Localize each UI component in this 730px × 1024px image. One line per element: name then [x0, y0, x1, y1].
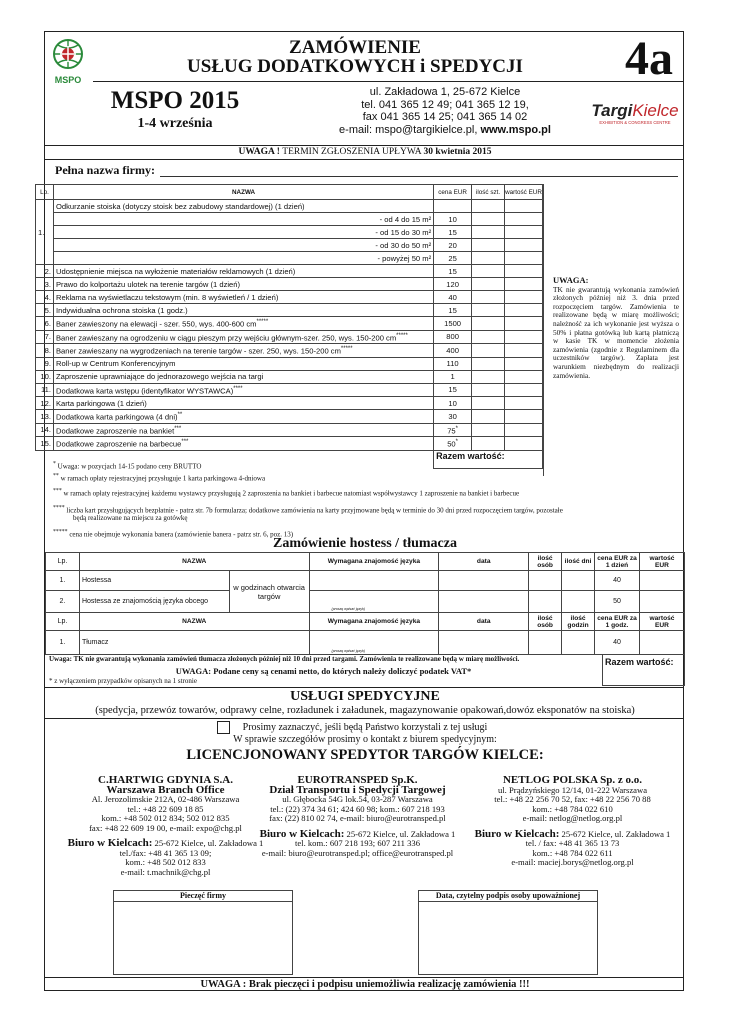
qty-cell[interactable]: [472, 291, 505, 304]
brand-targi: Targi: [591, 101, 633, 120]
qty-cell[interactable]: [472, 437, 505, 451]
qty-cell[interactable]: [472, 423, 505, 437]
value-cell[interactable]: [505, 278, 543, 291]
side-note-title: UWAGA:: [553, 275, 589, 285]
forwarder-company: NETLOG POLSKA Sp. z o.o. ul. Prądzyńskiego 12/14, 01-222 Warszawa tel.: +48 22 256 70 52, fax: +48 22 256 70 88 kom.: +48 784 022 610 e-mail: netlog@netlog.org.pl Biuro w Kielcach: 25-672 Kielce, ul. Zakładowa 1 tel. / fax: +48 41 365 13 73 kom.: +48 784 022 611 e-mail: maciej.borys@netlog.org.pl: [474, 774, 671, 867]
event-name: MSPO 2015: [110, 87, 240, 114]
qty-cell[interactable]: [472, 278, 505, 291]
qty-cell[interactable]: [472, 397, 505, 410]
footnote-2: ** w ramach opłaty rejestracyjnej przysługuje 1 karta parkingowa 4-dniowa: [53, 473, 266, 483]
footnote-1: * Uwaga: w pozycjach 14-15 podano ceny BRUTTO: [53, 461, 202, 471]
days-field[interactable]: [562, 571, 595, 591]
contact-block: [310, 86, 580, 136]
service-row: 13. Dodatkowa karta parkingowa (4 dni)** 30: [36, 410, 543, 424]
language-field[interactable]: (proszę wpisać język): [309, 591, 439, 613]
company-name-label: Pełna nazwa firmy:: [55, 163, 155, 177]
qty-cell[interactable]: [472, 317, 505, 331]
hostess-total: Razem wartość:: [602, 654, 685, 686]
value-cell[interactable]: [505, 330, 543, 344]
mspo-logo: [51, 38, 85, 84]
side-note: [553, 276, 679, 380]
value-cell[interactable]: [505, 239, 543, 252]
value-cell[interactable]: [505, 357, 543, 370]
event-dates: 1-4 września: [137, 116, 213, 131]
footnote-3: *** w ramach opłaty rejestracyjnej każdemu wystawcy przysługują 2 zaproszenia na bankiet i barbecue natomiast współwystawcy 1 zaproszenie na bankiet i barbecue: [53, 487, 520, 497]
service-row: 2. Udostępnienie miejsca na wyłożenie materiałów reklamowych (1 dzień) 15: [36, 265, 543, 278]
value-cell[interactable]: [505, 226, 543, 239]
brand-tagline: EXHIBITION & CONGRESS CENTRE: [599, 120, 671, 125]
form-number: 4a: [625, 32, 673, 85]
service-row: 11. Dodatkowa karta wstępu (identyfikator WYSTAWCA)**** 15: [36, 383, 543, 397]
value-cell[interactable]: [505, 410, 543, 424]
col-lp: Lp.: [36, 185, 54, 200]
shipping-title: USŁUGI SPEDYCYJNE: [290, 689, 440, 704]
col-value: wartość EUR: [505, 185, 543, 200]
service-row: 3. Prawo do kolportażu ulotek na terenie targów (1 dzień) 120: [36, 278, 543, 291]
contact-web[interactable]: www.mspo.pl: [480, 123, 551, 136]
date-field[interactable]: [439, 591, 529, 613]
side-note-text: TK nie gwarantują wykonania zamówień złożonych później niż 3. dnia przed rozpoczęciem targów. Zamówienia te realizowane będą w miarę możliwości; należność za ich wykonanie jest wyższa o 50% i płatna gotówką lub kartą płatniczą w kasie TK w momencie złożenia zamówienia (zgodnie z Regulaminem dla uczestników targów). Zapłata jest warunkiem niezbędnym do realizacji zamówienia.: [553, 284, 679, 380]
value-cell[interactable]: [505, 344, 543, 358]
services-total: Razem wartość:: [434, 450, 543, 468]
qty-cell[interactable]: [472, 344, 505, 358]
globe-icon: [52, 38, 84, 70]
col-name: NAZWA: [53, 185, 433, 200]
hostess-table: Lp. NAZWA Wymagana znajomość języka data ilość osób ilość dni cena EUR za 1 dzień wartość EUR 1. Hostessa w godzinach otwarcia targów 40 2. Hostessa ze znajomością języka obcego (proszę wpisać język) 50 Lp. NAZWA Wymagana znajomość języka data ilość osób ilość godzin cena EUR za 1 godz. wartość EUR 1. Tłumacz (proszę wpisać język) 40: [45, 552, 685, 655]
value-field[interactable]: [639, 571, 684, 591]
row-lp: 1.: [36, 200, 54, 265]
service-row: 5. Indywidualna ochrona stoiska (1 godz.) 15: [36, 304, 543, 317]
licensed-forwarder: LICENCJONOWANY SPEDYTOR TARGÓW KIELCE:: [186, 747, 544, 763]
deadline-notice: UWAGA ! TERMIN ZGŁOSZENIA UPŁYWA 30 kwietnia 2015: [238, 147, 492, 157]
value-cell[interactable]: [505, 265, 543, 278]
col-price: cena EUR: [434, 185, 472, 200]
contact-tel: tel. 041 365 12 49; 041 365 12 19,: [361, 98, 529, 111]
qty-cell[interactable]: [472, 226, 505, 239]
value-field[interactable]: [639, 591, 684, 613]
service-row: 8. Baner zawieszany na wygrodzeniach na terenie targów - szer. 250, wys. 150-200 cm***** 400: [36, 344, 543, 358]
service-row: 7. Baner zawieszany na ogrodzeniu w ciągu pieszym przy wejściu głównym-szer. 250, wys. 150-200 cm***** 800: [36, 330, 543, 344]
qty-cell[interactable]: [472, 304, 505, 317]
title-line2: USŁUG DODATKOWYCH i SPEDYCJI: [187, 56, 523, 77]
hours-text: w godzinach otwarcia targów: [229, 571, 309, 613]
service-row: 9. Roll-up w Centrum Konferencyjnym 110: [36, 357, 543, 370]
final-warning: UWAGA : Brak pieczęci i podpisu uniemożliwia realizację zamówienia !!!: [200, 979, 530, 990]
qty-cell[interactable]: [472, 357, 505, 370]
qty-cell[interactable]: [472, 410, 505, 424]
netto-note: * z wyłączeniem przypadków opisanych na 1 stronie: [49, 677, 197, 685]
qty-field[interactable]: [529, 591, 562, 613]
qty-cell[interactable]: [472, 265, 505, 278]
stamp-box[interactable]: [113, 890, 293, 975]
value-field[interactable]: [639, 631, 684, 655]
language-field[interactable]: (proszę wpisać język): [309, 631, 439, 655]
targi-kielce-logo: [590, 102, 680, 126]
date-field[interactable]: [439, 631, 529, 655]
value-cell[interactable]: [505, 370, 543, 383]
forwarder-company: EUROTRANSPED Sp.K. Dział Transportu i Spedycji Targowej ul. Głębocka 54G lok.54, 03-287 Warszawa tel.: (22) 374 34 61; 424 60 98; kom.: 607 218 193 fax: (22) 810 02 74, e-mail: biuro@eurotransped.pl Biuro w Kielcach: 25-672 Kielce, ul. Zakładowa 1 tel. kom.: 607 218 193; 607 211 336 e-mail: biuro@eurotransped.pl; office@eurotransped.pl: [259, 774, 456, 858]
netto-notice: UWAGA: Podane ceny są cenami netto, do których należy doliczyć podatek VAT*: [175, 666, 472, 676]
signature-label: Data, czytelny podpis osoby upoważnionej: [419, 891, 597, 902]
title-line1: ZAMÓWIENIE: [289, 37, 421, 58]
service-row: 6. Baner zawieszony na elewacji - szer. 550, wys. 400-600 cm***** 1500: [36, 317, 543, 331]
value-cell[interactable]: [505, 304, 543, 317]
service-row: 12. Karta parkingowa (1 dzień) 10: [36, 397, 543, 410]
qty-cell[interactable]: [472, 383, 505, 397]
hours-field[interactable]: [562, 631, 595, 655]
translator-warning: Uwaga: TK nie gwarantują wykonania zamówień tłumacza złożonych później niż 10 dni przed targami. Zamówienia te realizowane będą w miarę możliwości.: [49, 655, 520, 663]
brand-kielce: Kielce: [632, 101, 679, 120]
forwarder-company: C.HARTWIG GDYNIA S.A. Warszawa Branch Office Al. Jerozolimskie 212A, 02-486 Warszawa tel.: +48 22 609 18 85 kom.: +48 502 012 834; 502 012 835 fax: +48 22 609 19 00, e-mail: expo@chg.pl Biuro w Kielcach: 25-672 Kielce, ul. Zakładowa 1 tel./fax: +48 41 365 13 09; kom.: +48 502 012 833 e-mail: t.machnik@chg.pl: [67, 774, 264, 877]
col-qty: ilość szt.: [472, 185, 505, 200]
event-block: [85, 87, 265, 133]
footnote-4b: będą realizowane na miejscu za gotówkę: [73, 514, 188, 523]
shipping-check-text: Prosimy zaznaczyć, jeśli będą Państwo korzystali z tej usługi W sprawie szczegółów prosimy o kontakt z biurem spedycyjnym:: [233, 722, 497, 745]
service-row: 15. Dodatkowe zaproszenie na barbecue*** 50*: [36, 437, 543, 451]
qty-cell[interactable]: [472, 213, 505, 226]
company-name-field[interactable]: [160, 176, 678, 177]
contact-email: e-mail: mspo@targikielce.pl,: [339, 123, 481, 136]
date-field[interactable]: [439, 571, 529, 591]
value-cell[interactable]: [505, 423, 543, 437]
value-cell[interactable]: [505, 252, 543, 265]
qty-field[interactable]: [529, 631, 562, 655]
value-cell[interactable]: [505, 291, 543, 304]
contact-fax: fax 041 365 14 25; 041 365 14 02: [362, 111, 528, 123]
footnote-5: ***** cena nie obejmuje wykonania banera (zamówienie banera - patrz str. 6, poz. 13): [53, 529, 294, 539]
logo-text: MSPO: [54, 75, 82, 85]
qty-cell[interactable]: [472, 330, 505, 344]
row-name: Odkurzanie stoiska (dotyczy stoisk bez zabudowy standardowej) (1 dzień): [53, 200, 433, 213]
contact-address: ul. Zakładowa 1, 25-672 Kielce: [369, 86, 521, 98]
value-cell[interactable]: [505, 437, 543, 451]
service-row: 10. Zaproszenie uprawniające do jednorazowego wejścia na targi 1: [36, 370, 543, 383]
language-field[interactable]: [309, 571, 439, 591]
footnote-4: **** liczba kart przysługujących bezpłatnie - patrz str. 7b formularza; dodatkowe zamówienia na karty przyjmowane będą w terminie do 30 dni przed rozpoczęciem targów, pozostałe: [53, 504, 563, 515]
stamp-label: Pieczęć firmy: [114, 891, 292, 902]
qty-cell[interactable]: [472, 239, 505, 252]
qty-cell[interactable]: [472, 370, 505, 383]
qty-cell[interactable]: [472, 252, 505, 265]
value-cell[interactable]: [505, 383, 543, 397]
signature-box[interactable]: [418, 890, 598, 975]
value-cell[interactable]: [505, 213, 543, 226]
hostess-title: Zamówienie hostess / tłumacza: [273, 536, 457, 551]
value-cell[interactable]: [505, 317, 543, 331]
services-table: Lp. NAZWA cena EUR ilość szt. wartość EUR 1. Odkurzanie stoiska (dotyczy stoisk bez zabudowy standardowej) (1 dzień) - od 4 do 15 m² 10 - od 15 do 30 m² 15 - od 30 do 50 m² 20 - powyżej 50 m² 25 2. Udostępnienie miejsca na wyłożenie materiałów reklamowych (1 dzień) 15 3. Prawo do kolportażu ulotek na terenie targów (1 dzień) 120 4. Reklama na wyświetlaczu tekstowym (min. 8 wyświetleń / 1 dzień) 40 5. Indywidualna ochrona stoiska (1 godz.) 15 6. Baner zawieszony na elewacji - szer. 550, wys. 400-600 cm***** 1500 7. Baner zawieszany na ogrodzeniu w ciągu pieszym przy wejściu głównym-szer. 250, wys. 150-200 cm***** 800 8. Baner zawieszany na wygrodzeniach na terenie targów - szer. 250, wys. 150-200 cm***** 400 9. Roll-up w Centrum Konferencyjnym 110 10. Zaproszenie uprawniające do jednorazowego wejścia na targi 1 11. Dodatkowa karta wstępu (identyfikator WYSTAWCA)**** 15 12. Karta parkingowa (1 dzień) 10 13. Dodatkowa karta parkingowa (4 dni)** 30 14. Dodatkowe zaproszenie na bankiet*** 75* 15. Dodatkowe zaproszenie na barbecue*** 50* Razem wartość:: [35, 184, 543, 469]
form-title: [155, 38, 555, 76]
service-row: 14. Dodatkowe zaproszenie na bankiet*** 75*: [36, 423, 543, 437]
footnotes: [53, 460, 678, 540]
shipping-subtitle: (spedycja, przewóz towarów, odprawy celne, rozładunek i załadunek, magazynowanie opakowań,dowóz eksponatów na stoiska): [95, 705, 635, 716]
service-row: 4. Reklama na wyświetlaczu tekstowym (min. 8 wyświetleń / 1 dzień) 40: [36, 291, 543, 304]
days-field[interactable]: [562, 591, 595, 613]
qty-field[interactable]: [529, 571, 562, 591]
value-cell[interactable]: [505, 397, 543, 410]
order-form: [38, 31, 684, 991]
